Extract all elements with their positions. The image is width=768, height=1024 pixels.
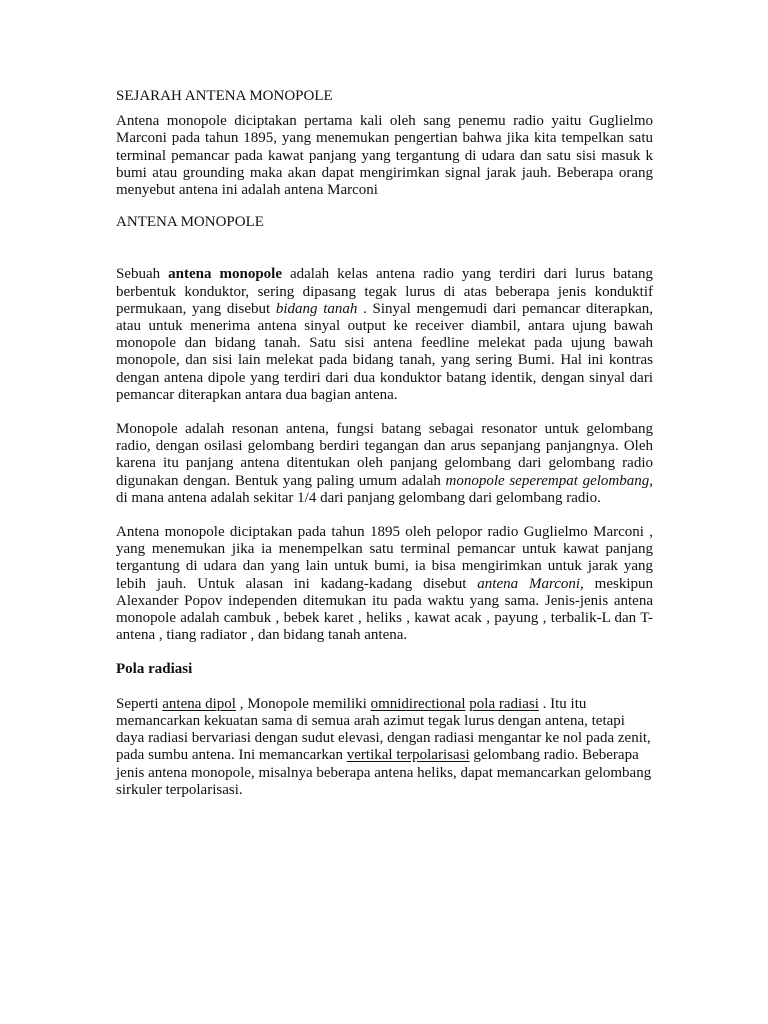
italic-term: antena Marconi, <box>477 575 584 592</box>
text-run: meskipun Alexander Popov independen ditemukan itu pada waktu yang sama. Jenis-jenis antena monopole adalah cambuk , bebek karet , heliks , kawat acak , payung , terbalik-L dan T-antena , tiang radiator , dan bidang tanah antena. <box>116 575 653 644</box>
text-run: . Sinyal mengemudi dari pemancar diterapkan, atau untuk menerima antena sinyal output ke receiver diambil, antara ujung bawah monopole dan bidang tanah. Satu sisi antena feedline melekat pada ujung bawah monopole, dan sisi lain melekat pada bidang tanah, yang sering Bumi. Hal ini kontras dengan antena dipole yang terdiri dari dua konduktor batang identik, dengan sinyal dari pemancar diterapkan antara dua bagian antena. <box>116 300 653 403</box>
text-run: Antena monopole diciptakan pada tahun 1895 oleh pelopor radio Guglielmo Marconi , yang menemukan jika ia menempelkan satu terminal pemancar untuk kawat panjang tergantung di udara dan yang lain untuk bumi, ia bisa mengirimkan untuk jarak yang lebih jauh. Untuk alasan ini kadang-kadang disebut <box>116 524 653 592</box>
text-run: Sebuah <box>116 266 169 283</box>
link-pola-radiasi[interactable]: pola radiasi <box>469 695 539 712</box>
link-antena-dipol[interactable]: antena dipol <box>162 695 236 712</box>
text-run: di mana antena adalah sekitar 1/4 dari panjang gelombang dari gelombang radio. <box>116 489 601 506</box>
paragraph-resonance <box>116 421 653 507</box>
italic-term: monopole seperempat gelombang, <box>445 472 653 489</box>
text-run: adalah kelas antena radio yang terdiri dari lurus batang berbentuk konduktor, sering dipasang tegak lurus di atas beberapa jenis konduktif permukaan, yang disebut <box>116 266 653 317</box>
text-run: Seperti <box>116 695 163 712</box>
document-title: SEJARAH ANTENA MONOPOLE <box>116 88 333 104</box>
section-heading-pola-radiasi: Pola radiasi <box>116 661 193 678</box>
link-omnidirectional[interactable]: omnidirectional <box>370 695 466 712</box>
text-run: gelombang radio. Beberapa jenis antena monopole, misalnya beberapa antena heliks, dapat memancarkan gelombang sirkuler terpolarisasi. <box>116 747 652 798</box>
paragraph-invention <box>116 524 653 644</box>
link-vertikal-terpolarisasi[interactable]: vertikal terpolarisasi <box>346 747 470 764</box>
paragraph-radiation-pattern <box>116 696 653 799</box>
text-run: Monopole adalah resonan antena, fungsi batang sebagai resonator untuk gelombang radio, dengan osilasi gelombang berdiri tegangan dan arus sepanjang panjangnya. Oleh karena itu panjang antena ditentukan oleh panjang gelombang dari gelombang radio digunakan dengan. Bentuk yang paling umum adalah <box>116 421 653 489</box>
paragraph-definition <box>116 266 653 404</box>
text-run: . Itu itu memancarkan kekuatan sama di semua arah azimut tegak lurus dengan antena, tetapi daya radiasi bervariasi dengan sudut elevasi, dengan radiasi mengantar ke nol pada zenit, pada sumbu antena. Ini memancarkan <box>116 695 651 764</box>
paragraph-history: Antena monopole diciptakan pertama kali oleh sang penemu radio yaitu Guglielmo Marconi pada tahun 1895, yang menemukan pengertian bahwa jika kita tempelkan satu terminal pemancar pada kawat panjang yang tergantung di udara dan satu sisi masuk k bumi atau grounding maka akan dapat mengirimkan signal jarak jauh. Beberapa orang menyebut antena ini adalah antena Marconi <box>116 113 653 199</box>
italic-term: bidang tanah <box>275 300 358 317</box>
text-run: , Monopole memiliki <box>235 695 371 712</box>
bold-term: antena monopole <box>168 266 282 283</box>
section-heading-antena-monopole: ANTENA MONOPOLE <box>116 214 264 231</box>
